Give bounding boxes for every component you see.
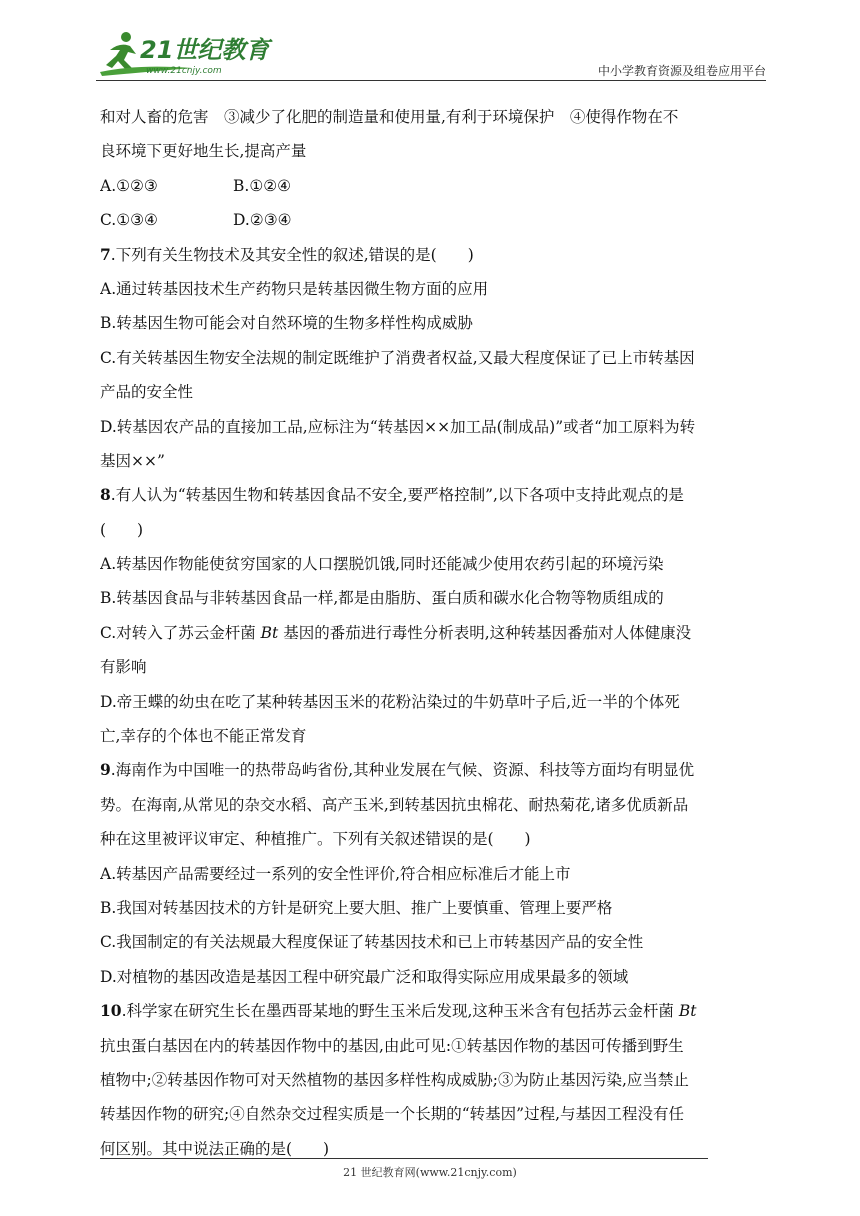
question-number: 9: [100, 760, 111, 780]
logo-text: 21世纪教育: [140, 36, 270, 64]
question-7-stem: [100, 238, 766, 272]
q6-option-b: B.①②④: [233, 176, 292, 195]
q8-option-c-cont: 有影响: [100, 658, 147, 677]
q6-options-row-1: [100, 169, 766, 203]
q6-option-a: A.①②③: [100, 176, 158, 195]
text-line: 和对人畜的危害 ③减少了化肥的制造量和使用量,有利于环境保护 ④使得作物在不: [100, 108, 679, 126]
q8-option-d: D.帝王蝶的幼虫在吃了某种转基因玉米的花粉沾染过的牛奶草叶子后,近一半的个体死: [100, 692, 680, 711]
question-10-stem-cont: 抗虫蛋白基因在内的转基因作物中的基因,由此可见:①转基因作物的基因可传播到野生: [100, 1036, 684, 1055]
question-text: .科学家在研究生长在墨西哥某地的野生玉米后发现,这种玉米含有包括苏云金杆菌: [121, 1002, 679, 1021]
q7-option-a: A.通过转基因技术生产药物只是转基因微生物方面的应用: [100, 279, 489, 298]
option-text: C.对转入了苏云金杆菌: [100, 623, 261, 642]
logo-url: www.21cnjy.com: [146, 66, 222, 76]
option-text: 基因的番茄进行毒性分析表明,这种转基因番茄对人体健康没: [278, 623, 692, 642]
question-9-stem: [100, 753, 766, 787]
q7-option-d: D.转基因农产品的直接加工品,应标注为“转基因××加工品(制成品)”或者“加工原料为转: [100, 417, 696, 436]
question-10-stem-cont: 植物中;②转基因作物可对天然植物的基因多样性构成威胁;③为防止基因污染,应当禁止: [100, 1070, 689, 1089]
question-10-stem-cont: 转基因作物的研究;④自然杂交过程实质是一个长期的“转基因”过程,与基因工程没有任: [100, 1105, 685, 1124]
italic-term: Bt: [678, 1002, 697, 1021]
q7-option-c-cont: 产品的安全性: [100, 383, 194, 402]
question-9-stem-cont: 种在这里被评议审定、种植推广。下列有关叙述错误的是( ): [100, 830, 531, 849]
question-number: 8: [100, 485, 111, 505]
page-header: [96, 28, 766, 82]
italic-term: Bt: [260, 623, 279, 642]
question-8-stem: [100, 478, 766, 512]
header-platform-text: 中小学教育资源及组卷应用平台: [597, 64, 766, 78]
footer-divider: [100, 1158, 708, 1159]
q9-option-a: A.转基因产品需要经过一系列的安全性评价,符合相应标准后才能上市: [100, 864, 571, 883]
q8-option-a: A.转基因作物能使贫穷国家的人口摆脱饥饿,同时还能减少使用农药引起的环境污染: [100, 555, 664, 574]
q7-option-c: C.有关转基因生物安全法规的制定既维护了消费者权益,又最大程度保证了已上市转基因: [100, 348, 695, 367]
q8-option-d-cont: 亡,幸存的个体也不能正常发育: [100, 727, 307, 746]
q8-option-b: B.转基因食品与非转基因食品一样,都是由脂肪、蛋白质和碳水化合物等物质组成的: [100, 589, 664, 608]
question-10-stem-cont: 何区别。其中说法正确的是( ): [100, 1139, 330, 1158]
q7-option-b: B.转基因生物可能会对自然环境的生物多样性构成威胁: [100, 314, 473, 333]
q8-option-c: [100, 616, 766, 650]
q8-answer-paren: ( ): [100, 520, 144, 539]
q9-option-b: B.我国对转基因技术的方针是研究上要大胆、推广上要慎重、管理上要严格: [100, 898, 613, 917]
q9-option-c: C.我国制定的有关法规最大程度保证了转基因技术和已上市转基因产品的安全性: [100, 933, 644, 952]
question-9-stem-cont: 势。在海南,从常见的杂交水稻、高产玉米,到转基因抗虫棉花、耐热菊花,诸多优质新品: [100, 795, 689, 814]
q6-option-d: D.②③④: [233, 211, 292, 230]
page-footer: 21 世纪教育网(www.21cnjy.com): [343, 1166, 517, 1179]
question-text: .有人认为“转基因生物和转基因食品不安全,要严格控制”,以下各项中支持此观点的是: [110, 486, 684, 505]
logo-21cnjy: [96, 28, 286, 78]
q9-option-d: D.对植物的基因改造是基因工程中研究最广泛和取得实际应用成果最多的领域: [100, 967, 629, 986]
text-line: 良环境下更好地生长,提高产量: [100, 142, 307, 161]
question-number: 10: [100, 1001, 122, 1021]
q7-option-d-cont: 基因××”: [100, 451, 165, 470]
question-text: .下列有关生物技术及其安全性的叙述,错误的是( ): [110, 245, 474, 264]
question-10-stem: [100, 994, 766, 1028]
header-divider: [96, 80, 766, 81]
document-body: [100, 100, 766, 1166]
q6-options-row-2: [100, 203, 766, 237]
question-number: 7: [100, 244, 111, 264]
q6-option-c: C.①③④: [100, 211, 158, 230]
question-text: .海南作为中国唯一的热带岛屿省份,其种业发展在气候、资源、科技等方面均有明显优: [110, 761, 695, 780]
